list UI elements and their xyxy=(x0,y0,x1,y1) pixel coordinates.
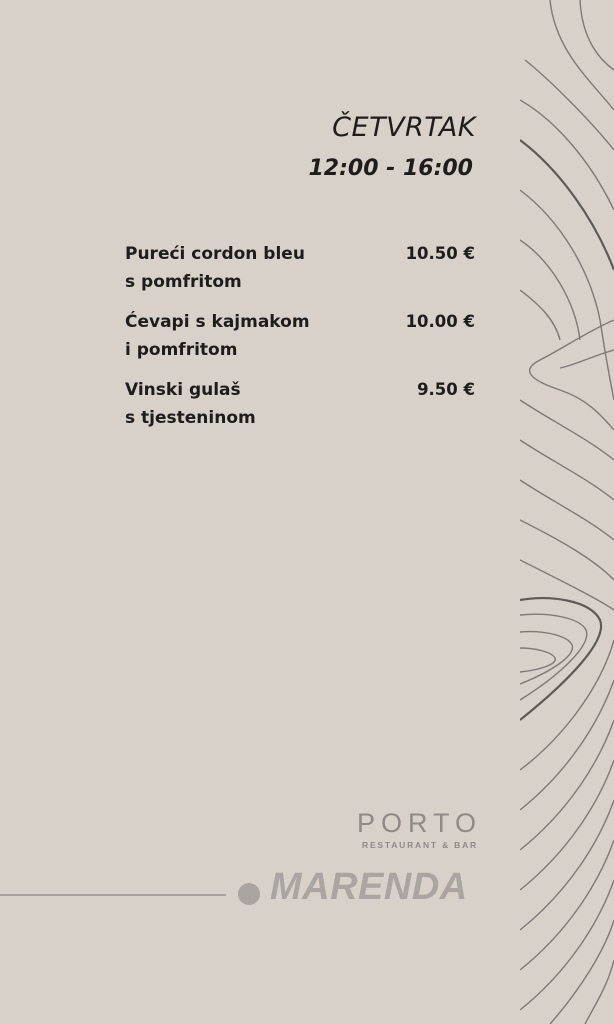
topographic-pattern xyxy=(520,0,614,1024)
menu-item-price: 10.50 € xyxy=(405,244,475,263)
brand-name: PORTO xyxy=(356,808,482,838)
menu-item-name: Pureći cordon bleu s pomfritom xyxy=(125,244,305,292)
opening-hours: 12:00 - 16:00 xyxy=(308,156,473,181)
brand-logo xyxy=(356,808,482,850)
divider-line xyxy=(0,894,226,896)
menu-item-name: Vinski gulaš s tjesteninom xyxy=(125,380,256,428)
menu-item-price: 9.50 € xyxy=(417,380,475,399)
menu-item-price: 10.00 € xyxy=(405,312,475,331)
day-title: ČETVRTAK xyxy=(332,112,476,143)
menu-list xyxy=(125,240,475,444)
menu-item xyxy=(125,376,475,444)
menu-item xyxy=(125,240,475,308)
bullet-dot xyxy=(238,883,260,905)
brand-subtitle: RESTAURANT & BAR xyxy=(362,840,478,850)
section-title: MARENDA xyxy=(270,866,468,908)
menu-item xyxy=(125,308,475,376)
menu-item-name: Ćevapi s kajmakom i pomfritom xyxy=(125,312,310,360)
